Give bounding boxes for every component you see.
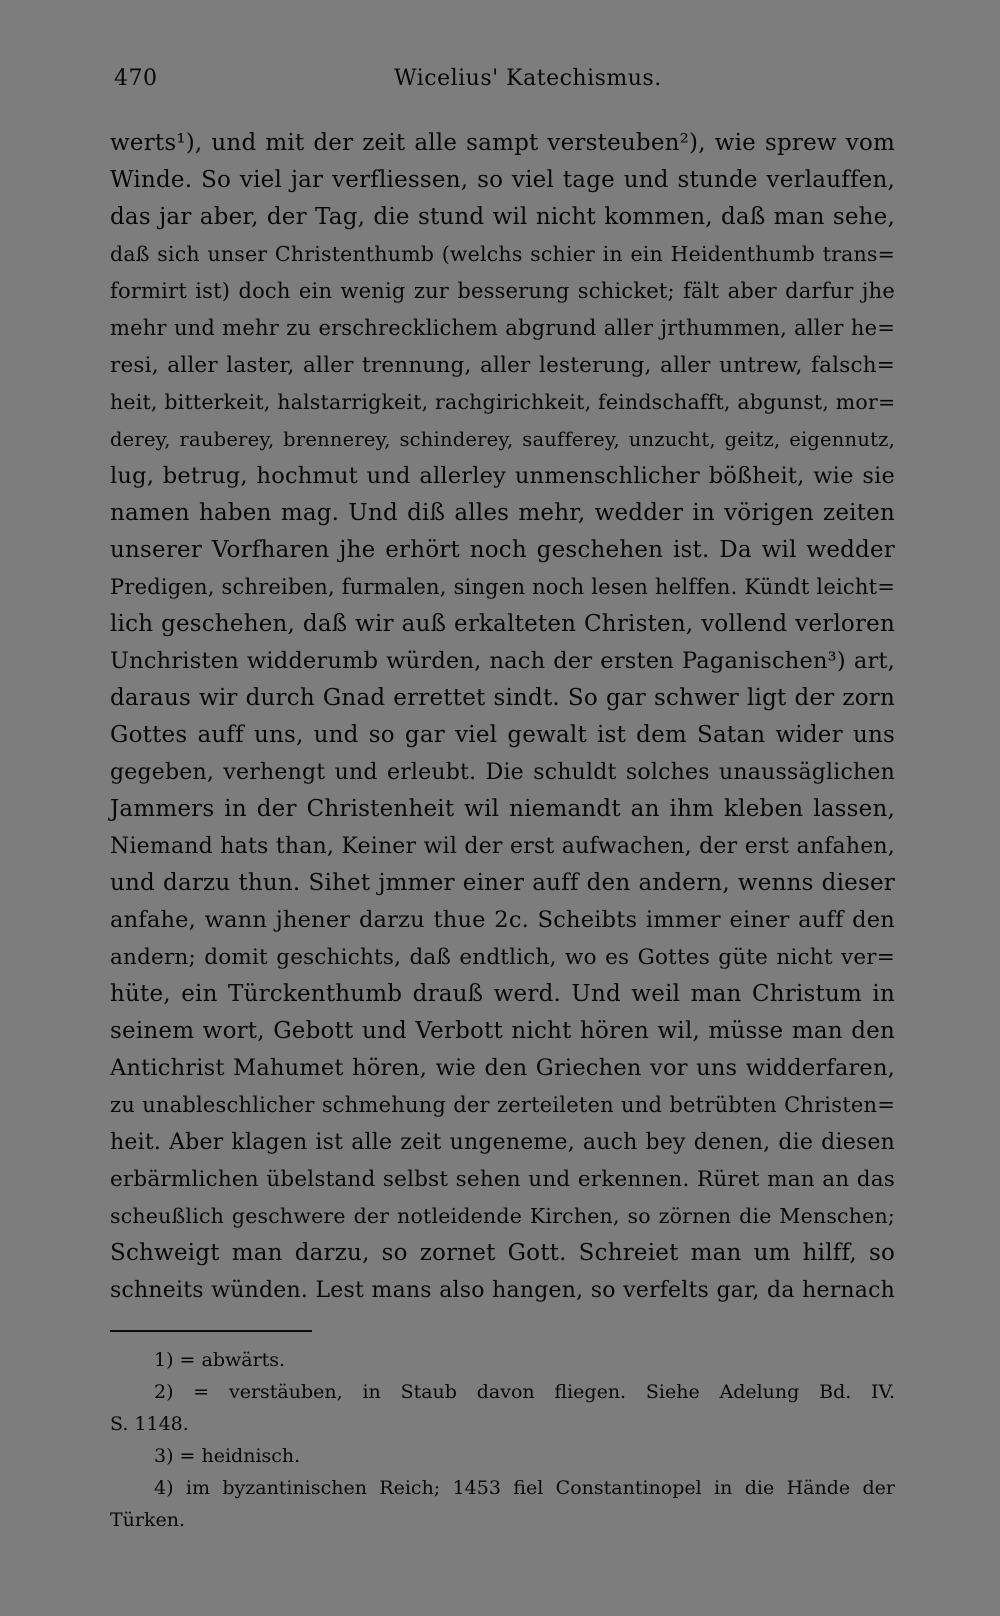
footnote-4: 4) im byzantinischen Reich; 1453 fiel Constantinopel in die Hände der [154, 1477, 895, 1499]
text-line: anfahe, wann jhener darzu thue 2c. Scheibts immer einer auff den [110, 907, 895, 933]
text-line: lug, betrug, hochmut und allerley unmenschlicher bößheit, wie sie [110, 463, 895, 489]
text-line: derey, rauberey, brennerey, schinderey, saufferey, unzucht, geitz, eigennutz, [110, 428, 895, 451]
text-line: das jar aber, der Tag, die stund wil nicht kommen, daß man sehe, [110, 204, 895, 230]
text-line: formirt ist) doch ein wenig zur besserung schicket; fält aber darfur jhe [110, 279, 895, 303]
running-title: Wicelius' Katechismus. [394, 66, 662, 91]
page-header [114, 66, 894, 106]
text-line: hüte, ein Türckenthumb drauß werd. Und weil man Christum in [110, 981, 895, 1007]
text-line: lich geschehen, daß wir auß erkalteten Christen, vollend verloren [110, 611, 895, 637]
text-line: daraus wir durch Gnad errettet sindt. So gar schwer ligt der zorn [110, 685, 895, 711]
text-line: und darzu thun. Sihet jmmer einer auff den andern, wenns dieser [110, 870, 895, 896]
text-line: erbärmlichen übelstand selbst sehen und erkennen. Rüret man an das [110, 1167, 895, 1192]
footnote-4-continued: Türken. [110, 1509, 186, 1531]
text-line: zu unableschlicher schmehung der zerteileten und betrübten Christen= [110, 1093, 895, 1117]
text-line: resi, aller laster, aller trennung, aller lesterung, aller untrew, falsch= [110, 353, 895, 378]
footnotes [110, 1344, 895, 1536]
text-line: Gottes auff uns, und so gar viel gewalt ist dem Satan wider uns [110, 722, 895, 748]
page-number: 470 [114, 66, 158, 91]
text-line: andern; domit geschichts, daß endtlich, wo es Gottes güte nicht ver= [110, 945, 895, 970]
footnote-2-continued: S. 1148. [110, 1413, 189, 1435]
text-line: Unchristen widderumb würden, nach der ersten Paganischen³) art, [110, 648, 895, 674]
text-line: mehr und mehr zu erschrecklichem abgrund aller jrthummen, aller he= [110, 316, 895, 340]
text-line: Jammers in der Christenheit wil niemandt an ihm kleben lassen, [110, 796, 895, 822]
text-line: Niemand hats than, Keiner wil der erst aufwachen, der erst anfahen, [110, 834, 895, 859]
text-line: gegeben, verhengt und erleubt. Die schuldt solches unaussäglichen [110, 760, 895, 785]
text-line: heit, bitterkeit, halstarrigkeit, rachgirichkeit, feindschafft, abgunst, mor= [110, 390, 896, 414]
text-line: Winde. So viel jar verfliessen, so viel tage und stunde verlauffen, [110, 167, 895, 193]
text-line: scheußlich geschwere der notleidende Kirchen, so zörnen die Menschen; [110, 1204, 895, 1228]
footnote-3: 3) = heidnisch. [154, 1445, 301, 1467]
text-line: werts¹), und mit der zeit alle sampt versteuben²), wie sprew vom [110, 130, 895, 156]
body-text [110, 125, 895, 1309]
text-line: daß sich unser Christenthumb (welchs schier in ein Heidenthumb trans= [110, 242, 895, 266]
footnote-1: 1) = abwärts. [154, 1349, 286, 1371]
footnote-2: 2) = verstäuben, in Staub davon fliegen. Siehe Adelung Bd. IV. [154, 1381, 895, 1403]
text-line: namen haben mag. Und diß alles mehr, wedder in vörigen zeiten [110, 500, 895, 526]
footnote-divider [110, 1330, 312, 1332]
text-line: seinem wort, Gebott und Verbott nicht hören wil, müsse man den [110, 1018, 895, 1044]
text-line: Schweigt man darzu, so zornet Gott. Schreiet man um hilff, so [110, 1240, 895, 1266]
text-line: Antichrist Mahumet hören, wie den Griechen vor uns widderfaren, [110, 1055, 895, 1081]
text-line: Predigen, schreiben, furmalen, singen noch lesen helffen. Kündt leicht= [110, 575, 895, 599]
text-line: heit. Aber klagen ist alle zeit ungeneme, auch bey denen, die diesen [110, 1130, 895, 1155]
text-line: schneits wünden. Lest mans also hangen, so verfelts gar, da hernach [110, 1278, 895, 1303]
text-line: unserer Vorfharen jhe erhört noch geschehen ist. Da wil wedder [110, 537, 895, 563]
